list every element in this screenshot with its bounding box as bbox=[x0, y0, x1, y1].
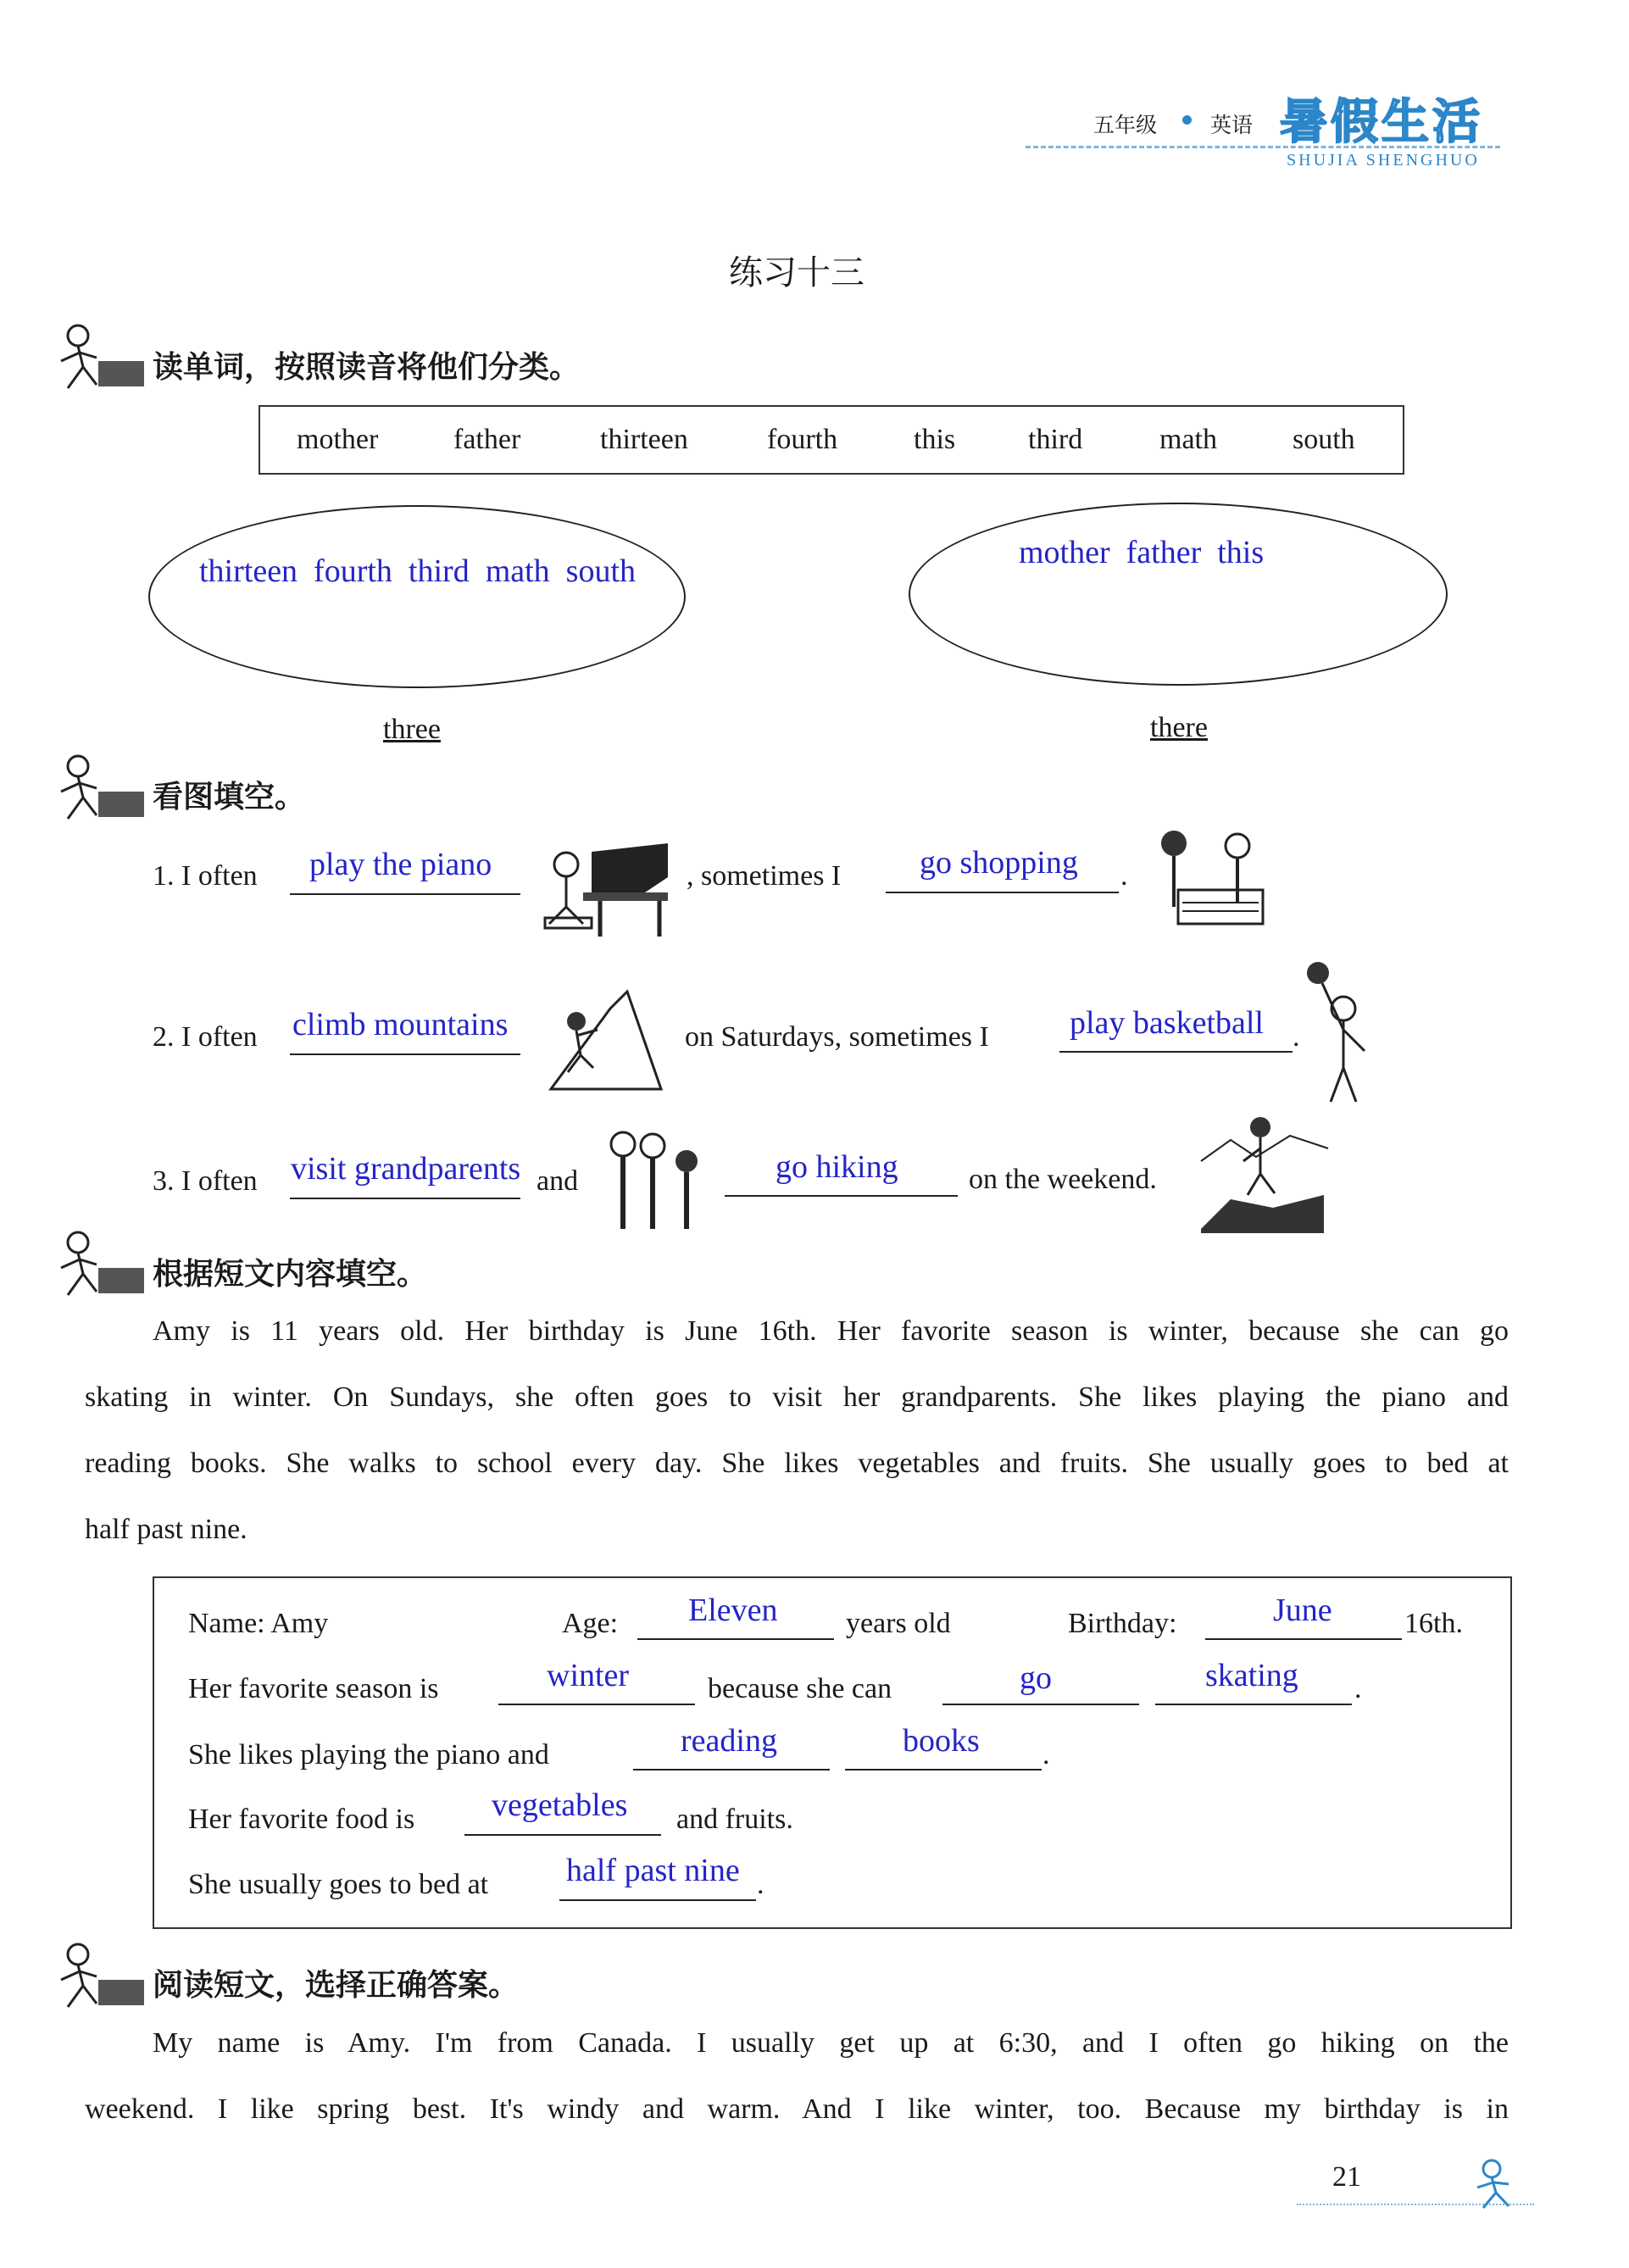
can1-blank-line bbox=[942, 1704, 1139, 1705]
header-grade: 五年级 bbox=[1093, 113, 1158, 137]
q3-answer2: go hiking bbox=[776, 1149, 898, 1185]
header-logo: 暑假生活 bbox=[1280, 95, 1483, 150]
q3-blank1-line bbox=[290, 1198, 520, 1199]
q1-blank1-line bbox=[290, 893, 520, 895]
season-blank-line bbox=[498, 1704, 695, 1705]
form-likes1-answer: reading bbox=[681, 1723, 777, 1759]
running-boy-icon bbox=[1471, 2157, 1530, 2212]
q1-answer1: play the piano bbox=[309, 847, 492, 882]
word-bank-item: fourth bbox=[767, 424, 838, 455]
q3-middle: and bbox=[537, 1165, 579, 1197]
form-birthday-suffix: 16th. bbox=[1404, 1608, 1463, 1639]
hiking-picture bbox=[1197, 1110, 1332, 1237]
form-likes-label: She likes playing the piano and bbox=[188, 1739, 549, 1770]
likes2-blank-line bbox=[845, 1769, 1042, 1770]
passage-line: skating in winter. On Sundays, she often goes to visit her grandparents. She likes playing the piano and bbox=[85, 1381, 1509, 1413]
form-age-label: Age: bbox=[562, 1608, 619, 1639]
bed-blank-line bbox=[559, 1899, 756, 1901]
passage-line: half past nine. bbox=[85, 1514, 247, 1545]
grandparents-picture bbox=[598, 1127, 716, 1237]
section3-instruction: 根据短文内容填空。 bbox=[153, 1257, 428, 1292]
can2-blank-line bbox=[1155, 1704, 1352, 1705]
form-dot: . bbox=[757, 1869, 764, 1900]
food-blank-line bbox=[464, 1834, 661, 1836]
page-title: 练习十三 bbox=[729, 253, 865, 292]
category-ellipse-there bbox=[909, 503, 1448, 686]
piano-picture bbox=[541, 826, 676, 945]
form-can1-answer: go bbox=[1020, 1660, 1052, 1696]
form-bed-label: She usually goes to bed at bbox=[188, 1869, 489, 1900]
page-number: 21 bbox=[1332, 2161, 1361, 2193]
q3-prefix: 3. I often bbox=[153, 1165, 258, 1197]
shopping-picture bbox=[1140, 822, 1276, 932]
word-bank-item: third bbox=[1028, 424, 1083, 455]
form-birthday-answer: June bbox=[1273, 1593, 1332, 1628]
climbing-picture bbox=[534, 983, 670, 1093]
q1-blank2-line bbox=[886, 892, 1119, 893]
form-age-answer: Eleven bbox=[688, 1593, 778, 1628]
form-age-unit: years old bbox=[846, 1608, 951, 1639]
category-ellipse-three bbox=[148, 505, 686, 688]
form-bed-answer: half past nine bbox=[566, 1853, 740, 1888]
q2-blank1-line bbox=[290, 1053, 520, 1055]
header-pinyin: SHUJIA SHENGHUO bbox=[1287, 151, 1480, 170]
form-likes2-answer: books bbox=[903, 1723, 980, 1759]
basketball-picture bbox=[1301, 958, 1377, 1110]
q2-answer2: play basketball bbox=[1070, 1005, 1264, 1041]
q2-prefix: 2. I often bbox=[153, 1021, 258, 1053]
category-answer-three: thirteen fourth third math south bbox=[199, 553, 637, 589]
q1-end: . bbox=[1120, 860, 1128, 892]
passage-line: Amy is 11 years old. Her birthday is June 16th. Her favorite season is winter, because she can go bbox=[153, 1315, 1509, 1347]
form-name: Name: Amy bbox=[188, 1608, 329, 1639]
form-food-label: Her favorite food is bbox=[188, 1804, 415, 1835]
word-bank-item: father bbox=[453, 424, 521, 455]
passage-line: reading books. She walks to school every day. She likes vegetables and fruits. She usually goes to bed at bbox=[85, 1448, 1509, 1479]
q2-blank2-line bbox=[1059, 1051, 1293, 1053]
q1-middle: , sometimes I bbox=[687, 860, 842, 892]
running-boy-icon bbox=[53, 751, 146, 823]
category-answer-there: mother father this bbox=[1019, 535, 1265, 570]
word-bank-item: this bbox=[914, 424, 956, 455]
category-label-three: three bbox=[383, 714, 441, 745]
q3-answer1: visit grandparents bbox=[291, 1151, 521, 1187]
section1-instruction: 读单词，按照读音将他们分类。 bbox=[153, 350, 581, 385]
birthday-blank-line bbox=[1205, 1638, 1402, 1640]
form-season-label: Her favorite season is bbox=[188, 1673, 439, 1704]
section2-instruction: 看图填空。 bbox=[153, 780, 306, 814]
form-dot: . bbox=[1354, 1673, 1362, 1704]
q2-middle: on Saturdays, sometimes I bbox=[685, 1021, 989, 1053]
q1-answer2: go shopping bbox=[920, 845, 1078, 881]
q1-prefix: 1. I often bbox=[153, 860, 258, 892]
q2-end: . bbox=[1293, 1021, 1300, 1053]
header-dot bbox=[1182, 115, 1192, 125]
age-blank-line bbox=[637, 1638, 834, 1640]
form-season-answer: winter bbox=[547, 1658, 630, 1693]
category-label-there: there bbox=[1150, 712, 1208, 743]
passage-line: weekend. I like spring best. It's windy and warm. And I like winter, too. Because my birthday is in bbox=[85, 2093, 1509, 2125]
form-dot: . bbox=[1042, 1739, 1050, 1770]
form-can2-answer: skating bbox=[1205, 1658, 1298, 1693]
form-food-suffix: and fruits. bbox=[676, 1804, 793, 1835]
q2-answer1: climb mountains bbox=[292, 1007, 509, 1042]
word-bank-item: math bbox=[1159, 424, 1217, 455]
section4-instruction: 阅读短文，选择正确答案。 bbox=[153, 1968, 520, 2003]
form-because: because she can bbox=[708, 1673, 892, 1704]
word-bank-item: mother bbox=[297, 424, 379, 455]
running-boy-icon bbox=[53, 320, 146, 392]
likes1-blank-line bbox=[633, 1769, 830, 1770]
header-subject: 英语 bbox=[1210, 113, 1254, 137]
q3-end: on the weekend. bbox=[969, 1164, 1157, 1195]
passage-line: My name is Amy. I'm from Canada. I usually get up at 6:30, and I often go hiking on the bbox=[153, 2027, 1509, 2059]
form-food-answer: vegetables bbox=[492, 1787, 628, 1823]
form-birthday-label: Birthday: bbox=[1068, 1608, 1177, 1639]
word-bank-item: thirteen bbox=[600, 424, 688, 455]
word-bank-item: south bbox=[1293, 424, 1355, 455]
running-boy-icon bbox=[53, 1939, 146, 2011]
running-boy-icon bbox=[53, 1227, 146, 1299]
q3-blank2-line bbox=[725, 1195, 958, 1197]
